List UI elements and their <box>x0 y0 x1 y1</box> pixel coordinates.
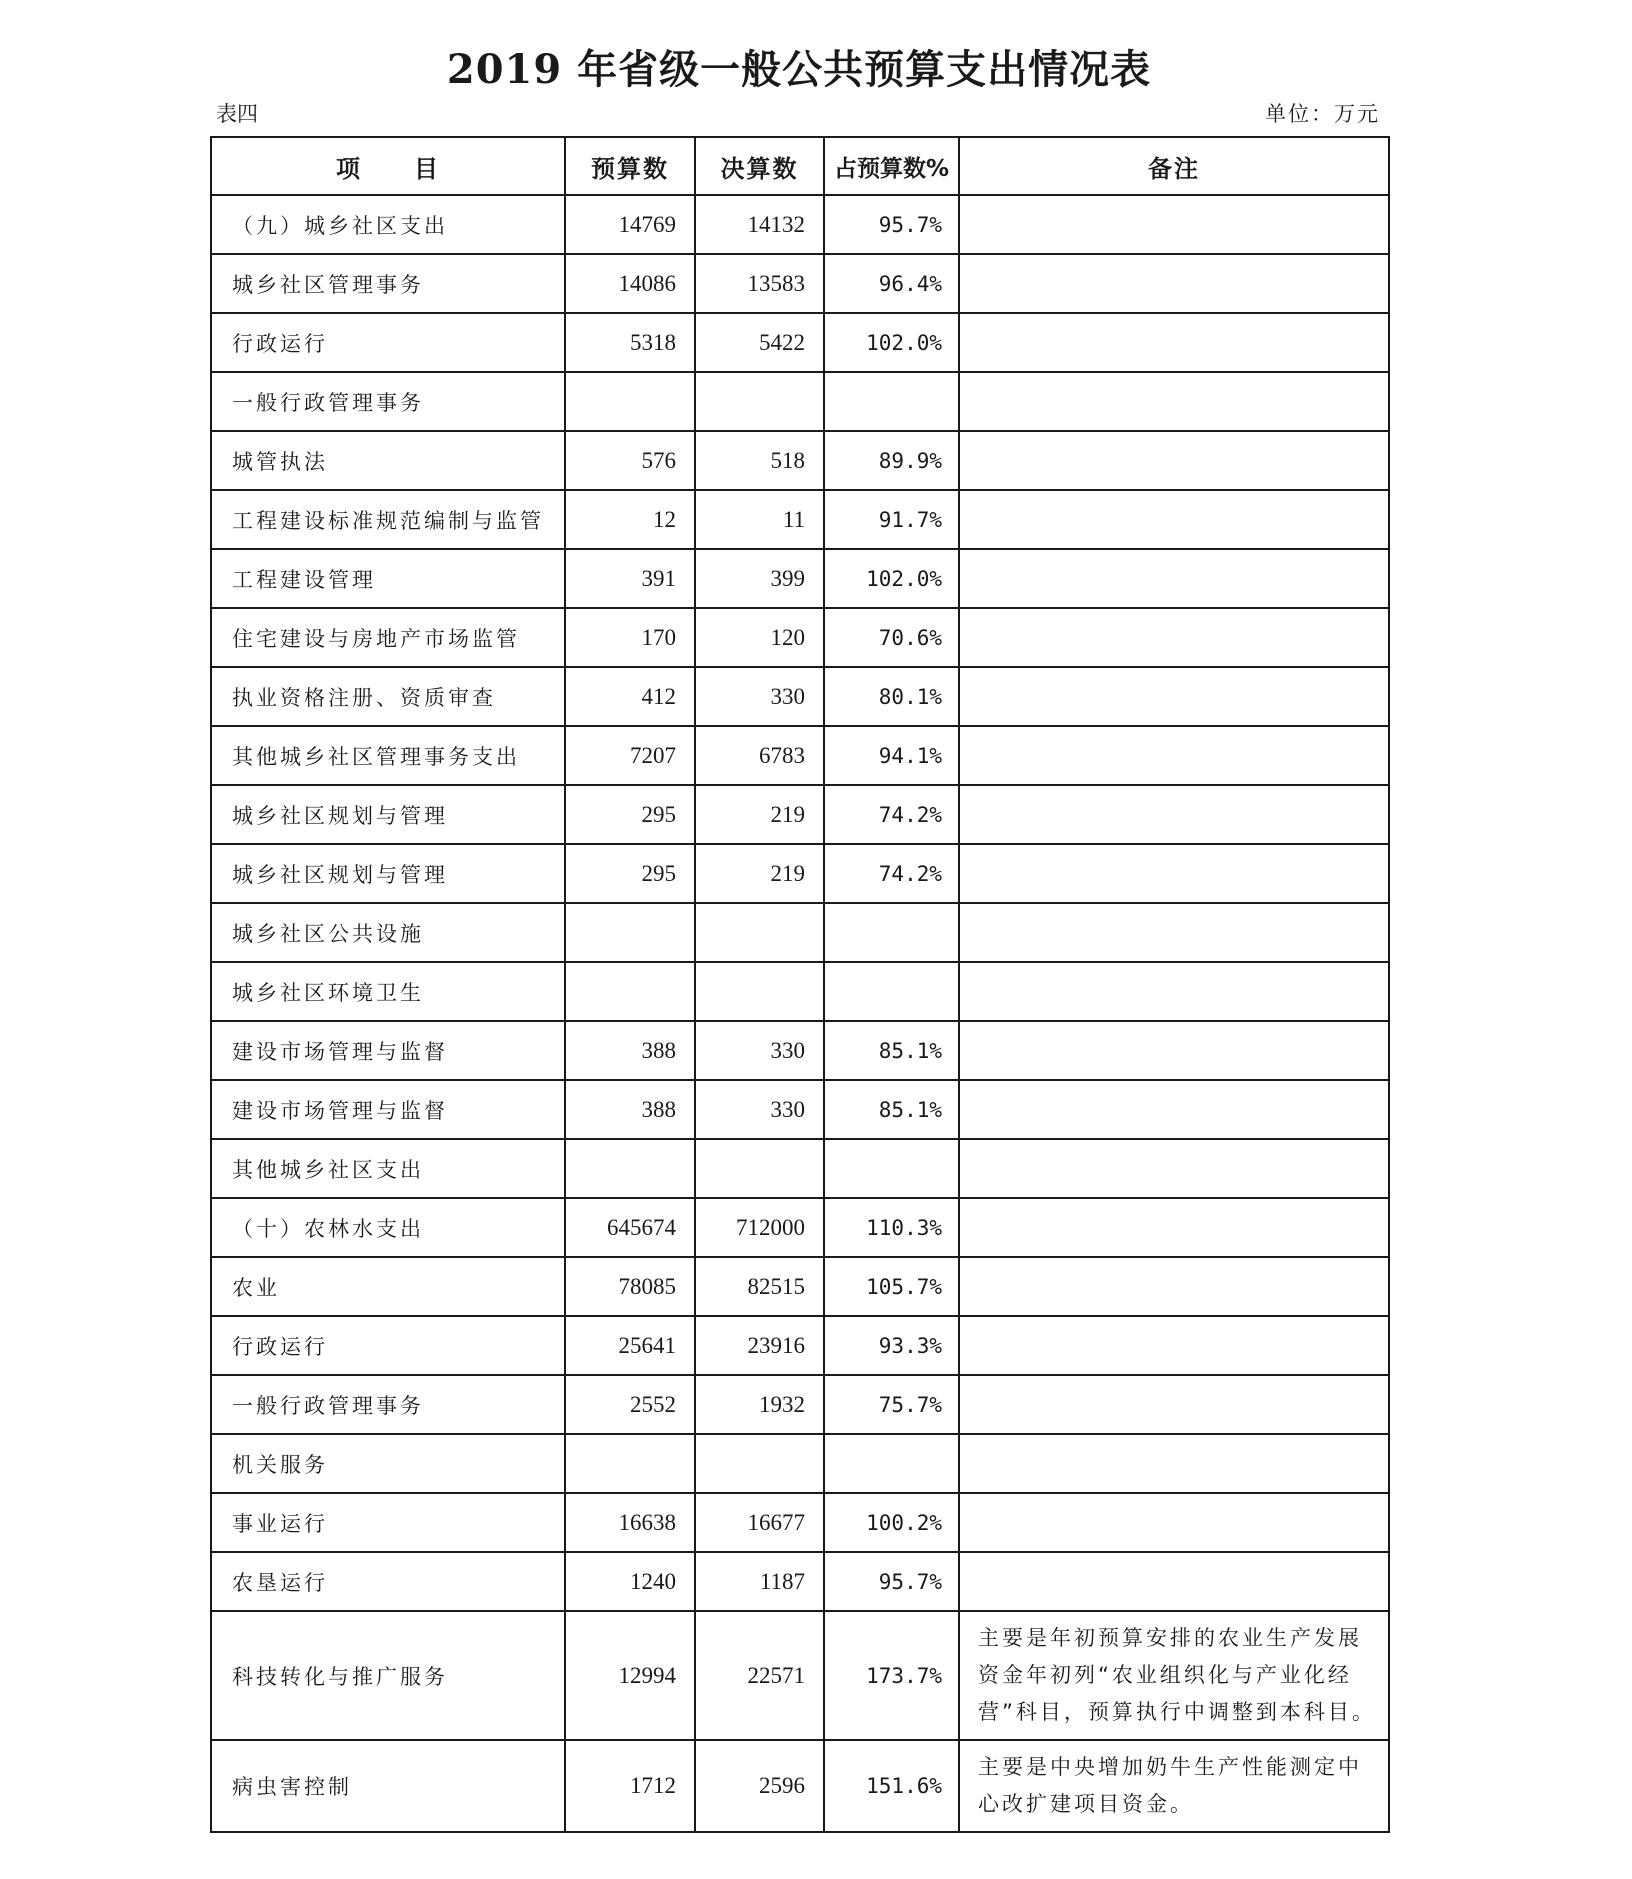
ratio-cell: 70.6% <box>824 608 959 667</box>
table-row <box>211 726 1389 785</box>
table-row <box>211 1611 1389 1740</box>
ratio-cell <box>824 372 959 431</box>
budget-cell <box>565 1139 695 1198</box>
ratio-cell <box>824 903 959 962</box>
note-cell <box>959 785 1389 844</box>
budget-cell: 1240 <box>565 1552 695 1611</box>
budget-cell <box>565 962 695 1021</box>
ratio-cell: 173.7% <box>824 1611 959 1740</box>
table-row <box>211 608 1389 667</box>
note-cell <box>959 1434 1389 1493</box>
table-header <box>211 137 1389 195</box>
note-cell <box>959 1080 1389 1139</box>
final-cell: 11 <box>695 490 824 549</box>
table-row <box>211 1021 1389 1080</box>
item-cell: 城乡社区公共设施 <box>211 903 565 962</box>
budget-cell: 388 <box>565 1080 695 1139</box>
ratio-cell: 105.7% <box>824 1257 959 1316</box>
table-row <box>211 1257 1389 1316</box>
note-cell <box>959 962 1389 1021</box>
final-cell: 82515 <box>695 1257 824 1316</box>
header-note: 备注 <box>959 137 1389 195</box>
table-row <box>211 313 1389 372</box>
ratio-cell: 100.2% <box>824 1493 959 1552</box>
item-cell: 城乡社区管理事务 <box>211 254 565 313</box>
ratio-cell: 75.7% <box>824 1375 959 1434</box>
budget-cell: 170 <box>565 608 695 667</box>
item-cell: 城乡社区规划与管理 <box>211 844 565 903</box>
ratio-cell: 80.1% <box>824 667 959 726</box>
unit-label: 单位：万元 <box>1265 102 1380 126</box>
budget-cell: 391 <box>565 549 695 608</box>
table-row <box>211 667 1389 726</box>
ratio-cell: 102.0% <box>824 549 959 608</box>
table-row <box>211 844 1389 903</box>
budget-cell: 1712 <box>565 1740 695 1832</box>
budget-cell: 7207 <box>565 726 695 785</box>
ratio-cell <box>824 1139 959 1198</box>
item-cell: 农垦运行 <box>211 1552 565 1611</box>
table-row <box>211 431 1389 490</box>
ratio-cell: 95.7% <box>824 1552 959 1611</box>
table-row <box>211 903 1389 962</box>
ratio-cell: 74.2% <box>824 785 959 844</box>
page-title: 2019 年省级一般公共预算支出情况表 <box>446 46 1152 93</box>
budget-cell: 576 <box>565 431 695 490</box>
final-cell <box>695 962 824 1021</box>
item-cell: 科技转化与推广服务 <box>211 1611 565 1740</box>
budget-table <box>210 136 1390 1833</box>
ratio-cell: 96.4% <box>824 254 959 313</box>
note-cell <box>959 1021 1389 1080</box>
table-body <box>211 195 1389 1832</box>
final-cell: 1187 <box>695 1552 824 1611</box>
budget-cell: 14086 <box>565 254 695 313</box>
budget-cell: 2552 <box>565 1375 695 1434</box>
item-cell: 事业运行 <box>211 1493 565 1552</box>
note-cell <box>959 608 1389 667</box>
ratio-cell: 85.1% <box>824 1080 959 1139</box>
item-cell: 一般行政管理事务 <box>211 372 565 431</box>
final-cell: 219 <box>695 785 824 844</box>
item-cell: 工程建设标准规范编制与监管 <box>211 490 565 549</box>
final-cell: 330 <box>695 1080 824 1139</box>
ratio-cell <box>824 962 959 1021</box>
final-cell: 330 <box>695 667 824 726</box>
ratio-cell: 95.7% <box>824 195 959 254</box>
final-cell: 219 <box>695 844 824 903</box>
final-cell <box>695 903 824 962</box>
header-ratio: 占预算数% <box>824 137 959 195</box>
final-cell: 1932 <box>695 1375 824 1434</box>
item-cell: 城乡社区规划与管理 <box>211 785 565 844</box>
table-row <box>211 1375 1389 1434</box>
note-cell <box>959 549 1389 608</box>
note-cell <box>959 313 1389 372</box>
note-cell <box>959 726 1389 785</box>
note-cell <box>959 1139 1389 1198</box>
budget-cell <box>565 1434 695 1493</box>
ratio-cell: 91.7% <box>824 490 959 549</box>
table-row <box>211 372 1389 431</box>
ratio-cell: 110.3% <box>824 1198 959 1257</box>
final-cell <box>695 1434 824 1493</box>
table-row <box>211 962 1389 1021</box>
ratio-cell: 74.2% <box>824 844 959 903</box>
item-cell: 建设市场管理与监督 <box>211 1080 565 1139</box>
ratio-cell: 89.9% <box>824 431 959 490</box>
note-cell <box>959 844 1389 903</box>
table-row <box>211 1139 1389 1198</box>
item-cell: 工程建设管理 <box>211 549 565 608</box>
item-cell: 行政运行 <box>211 1316 565 1375</box>
ratio-cell: 93.3% <box>824 1316 959 1375</box>
note-cell <box>959 1493 1389 1552</box>
final-cell: 330 <box>695 1021 824 1080</box>
final-cell: 399 <box>695 549 824 608</box>
final-cell: 120 <box>695 608 824 667</box>
budget-cell <box>565 372 695 431</box>
item-cell: 住宅建设与房地产市场监管 <box>211 608 565 667</box>
final-cell: 16677 <box>695 1493 824 1552</box>
budget-cell: 78085 <box>565 1257 695 1316</box>
table-row <box>211 490 1389 549</box>
table-row <box>211 1552 1389 1611</box>
table-row <box>211 1198 1389 1257</box>
table-row <box>211 549 1389 608</box>
header-item: 项 目 <box>211 137 565 195</box>
table-row <box>211 1316 1389 1375</box>
item-cell: 其他城乡社区支出 <box>211 1139 565 1198</box>
ratio-cell: 94.1% <box>824 726 959 785</box>
note-cell <box>959 195 1389 254</box>
note-cell: 主要是中央增加奶牛生产性能测定中心改扩建项目资金。 <box>959 1740 1389 1832</box>
budget-cell: 295 <box>565 785 695 844</box>
note-cell <box>959 431 1389 490</box>
final-cell: 5422 <box>695 313 824 372</box>
final-cell <box>695 1139 824 1198</box>
item-cell: 一般行政管理事务 <box>211 1375 565 1434</box>
note-cell <box>959 1316 1389 1375</box>
note-cell <box>959 490 1389 549</box>
budget-cell: 295 <box>565 844 695 903</box>
note-cell <box>959 372 1389 431</box>
budget-cell: 645674 <box>565 1198 695 1257</box>
note-cell <box>959 903 1389 962</box>
table-row <box>211 254 1389 313</box>
budget-cell: 388 <box>565 1021 695 1080</box>
table-row <box>211 195 1389 254</box>
ratio-cell: 85.1% <box>824 1021 959 1080</box>
final-cell: 6783 <box>695 726 824 785</box>
note-cell: 主要是年初预算安排的农业生产发展资金年初列“农业组织化与产业化经营”科目，预算执行中调整到本科目。 <box>959 1611 1389 1740</box>
header-budget: 预算数 <box>565 137 695 195</box>
ratio-cell: 151.6% <box>824 1740 959 1832</box>
final-cell: 712000 <box>695 1198 824 1257</box>
item-cell: 行政运行 <box>211 313 565 372</box>
budget-cell: 16638 <box>565 1493 695 1552</box>
table-row <box>211 1434 1389 1493</box>
note-cell <box>959 1257 1389 1316</box>
final-cell: 23916 <box>695 1316 824 1375</box>
budget-cell: 14769 <box>565 195 695 254</box>
item-cell: （十）农林水支出 <box>211 1198 565 1257</box>
table-number: 表四 <box>216 102 258 126</box>
item-cell: 机关服务 <box>211 1434 565 1493</box>
header-final: 决算数 <box>695 137 824 195</box>
note-cell <box>959 1198 1389 1257</box>
header-row <box>211 137 1389 195</box>
note-cell <box>959 667 1389 726</box>
budget-cell: 25641 <box>565 1316 695 1375</box>
budget-cell: 5318 <box>565 313 695 372</box>
table-row <box>211 1493 1389 1552</box>
budget-cell: 12 <box>565 490 695 549</box>
budget-cell <box>565 903 695 962</box>
budget-cell: 12994 <box>565 1611 695 1740</box>
final-cell: 518 <box>695 431 824 490</box>
final-cell <box>695 372 824 431</box>
table-row <box>211 1080 1389 1139</box>
item-cell: 城管执法 <box>211 431 565 490</box>
ratio-cell: 102.0% <box>824 313 959 372</box>
ratio-cell <box>824 1434 959 1493</box>
table-row <box>211 1740 1389 1832</box>
item-cell: 病虫害控制 <box>211 1740 565 1832</box>
note-cell <box>959 1552 1389 1611</box>
final-cell: 22571 <box>695 1611 824 1740</box>
item-cell: （九）城乡社区支出 <box>211 195 565 254</box>
table-row <box>211 785 1389 844</box>
final-cell: 14132 <box>695 195 824 254</box>
item-cell: 建设市场管理与监督 <box>211 1021 565 1080</box>
final-cell: 2596 <box>695 1740 824 1832</box>
final-cell: 13583 <box>695 254 824 313</box>
item-cell: 城乡社区环境卫生 <box>211 962 565 1021</box>
note-cell <box>959 254 1389 313</box>
note-cell <box>959 1375 1389 1434</box>
item-cell: 其他城乡社区管理事务支出 <box>211 726 565 785</box>
item-cell: 执业资格注册、资质审查 <box>211 667 565 726</box>
item-cell: 农业 <box>211 1257 565 1316</box>
budget-cell: 412 <box>565 667 695 726</box>
